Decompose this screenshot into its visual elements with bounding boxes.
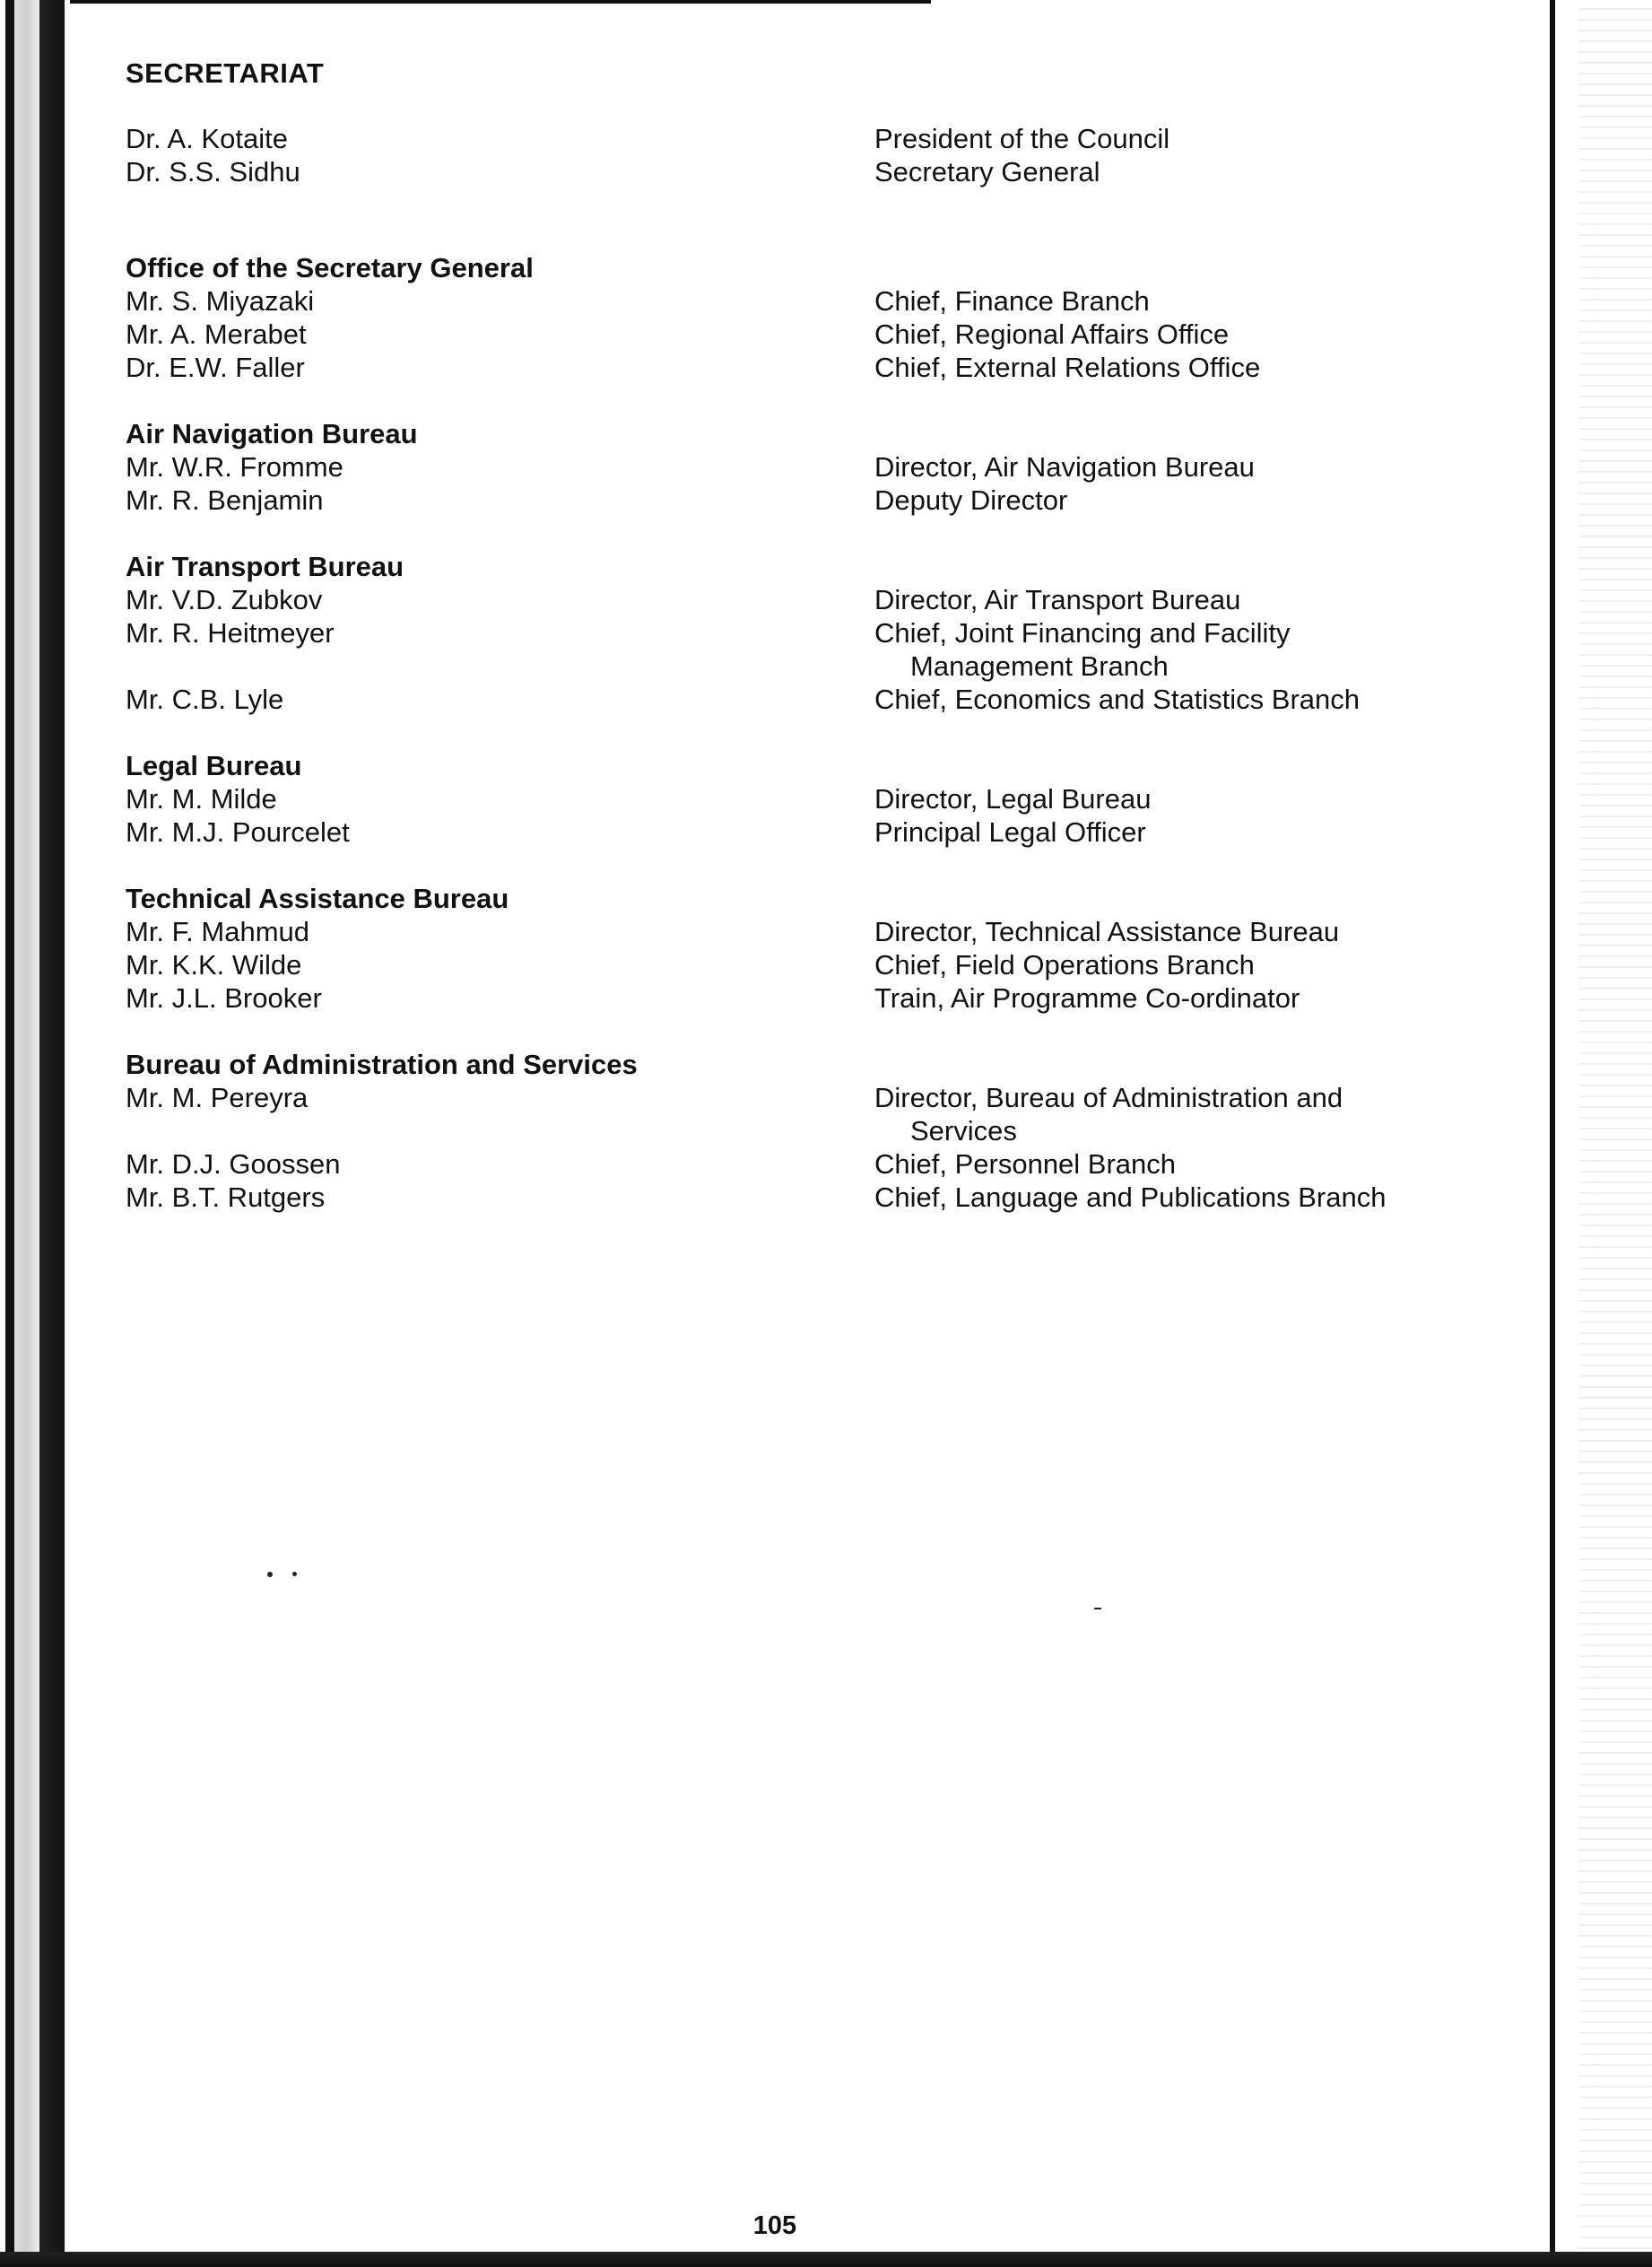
entry-title-block (874, 1081, 1525, 1147)
entry-name: Mr. R. Benjamin (126, 484, 324, 516)
entry-title: Chief, Joint Financing and Facility (874, 617, 1291, 649)
section-title: Air Navigation Bureau (126, 418, 418, 449)
entry-title: Director, Bureau of Administration and (874, 1082, 1343, 1113)
entry-row (126, 122, 1525, 155)
entry-name: Dr. A. Kotaite (126, 123, 288, 154)
entry-title: Deputy Director (874, 484, 1068, 516)
entry-row (126, 948, 1525, 981)
entry-title: Chief, External Relations Office (874, 352, 1261, 383)
entry-name: Dr. E.W. Faller (126, 352, 305, 383)
entry-name: Dr. S.S. Sidhu (126, 156, 300, 187)
entry-row (126, 1181, 1525, 1214)
entry-name: Mr. M. Milde (126, 783, 277, 815)
entry-title: President of the Council (874, 123, 1170, 154)
entry-name: Mr. C.B. Lyle (126, 684, 284, 715)
entry-row (126, 683, 1525, 716)
entry-row (126, 351, 1525, 384)
page-number: 105 (752, 2211, 797, 2240)
entry-name: Mr. M. Pereyra (126, 1082, 309, 1113)
entry-row (126, 450, 1525, 484)
scan-speck (267, 1572, 273, 1577)
scan-edge-left (0, 0, 70, 2267)
entry-row (126, 318, 1525, 351)
entry-title: Director, Legal Bureau (874, 783, 1152, 815)
entry-name: Mr. K.K. Wilde (126, 949, 302, 981)
section-title: Bureau of Administration and Services (126, 1049, 638, 1080)
section-title: Technical Assistance Bureau (126, 883, 509, 914)
entry-row (126, 1147, 1525, 1181)
entry-name: Mr. D.J. Goossen (126, 1148, 341, 1180)
entry-name: Mr. V.D. Zubkov (126, 584, 323, 615)
entry-row (126, 284, 1525, 318)
entry-title: Chief, Field Operations Branch (874, 949, 1255, 981)
entry-row (126, 815, 1525, 849)
entry-name: Mr. M.J. Pourcelet (126, 816, 350, 848)
scan-edge-bottom (0, 2252, 1652, 2267)
entry-title: Chief, Economics and Statistics Branch (874, 684, 1361, 715)
entry-name: Mr. B.T. Rutgers (126, 1181, 326, 1213)
entry-name: Mr. W.R. Fromme (126, 451, 343, 483)
entry-title: Director, Technical Assistance Bureau (874, 916, 1340, 947)
entry-title: Secretary General (874, 156, 1100, 187)
entry-row (126, 155, 1525, 188)
entry-row (126, 981, 1525, 1015)
entry-row (126, 616, 1525, 683)
entry-title: Chief, Personnel Branch (874, 1148, 1177, 1180)
scan-noise-right (1578, 0, 1652, 2267)
entry-title: Chief, Regional Affairs Office (874, 318, 1230, 350)
entry-title: Principal Legal Officer (874, 816, 1146, 848)
entry-row (126, 583, 1525, 616)
scan-speck (1094, 1608, 1101, 1609)
scan-edge-top (70, 0, 931, 4)
entry-row (126, 782, 1525, 815)
entry-row (126, 484, 1525, 517)
entry-title: Chief, Finance Branch (874, 285, 1150, 317)
entry-title: Director, Air Transport Bureau (874, 584, 1241, 615)
entry-title: Chief, Language and Publications Branch (874, 1181, 1387, 1213)
section-title: Office of the Secretary General (126, 252, 534, 283)
entry-row (126, 915, 1525, 948)
scan-speck (292, 1572, 297, 1576)
entry-title-continuation: Management Branch (910, 650, 1169, 682)
entry-row (126, 1081, 1525, 1147)
document-page (126, 57, 1525, 2228)
entry-title-continuation: Services (910, 1115, 1017, 1147)
entry-name: Mr. A. Merabet (126, 318, 307, 350)
section-title: Legal Bureau (126, 750, 302, 781)
entry-name: Mr. J.L. Brooker (126, 982, 322, 1014)
page-heading: SECRETARIAT (126, 57, 325, 89)
entry-title-block (874, 616, 1525, 683)
scan-edge-right (1550, 0, 1555, 2267)
section-title: Air Transport Bureau (126, 551, 404, 582)
entry-name: Mr. R. Heitmeyer (126, 617, 335, 649)
entry-title: Train, Air Programme Co-ordinator (874, 982, 1300, 1014)
entry-title: Director, Air Navigation Bureau (874, 451, 1255, 483)
entry-name: Mr. S. Miyazaki (126, 285, 315, 317)
entry-name: Mr. F. Mahmud (126, 916, 309, 947)
